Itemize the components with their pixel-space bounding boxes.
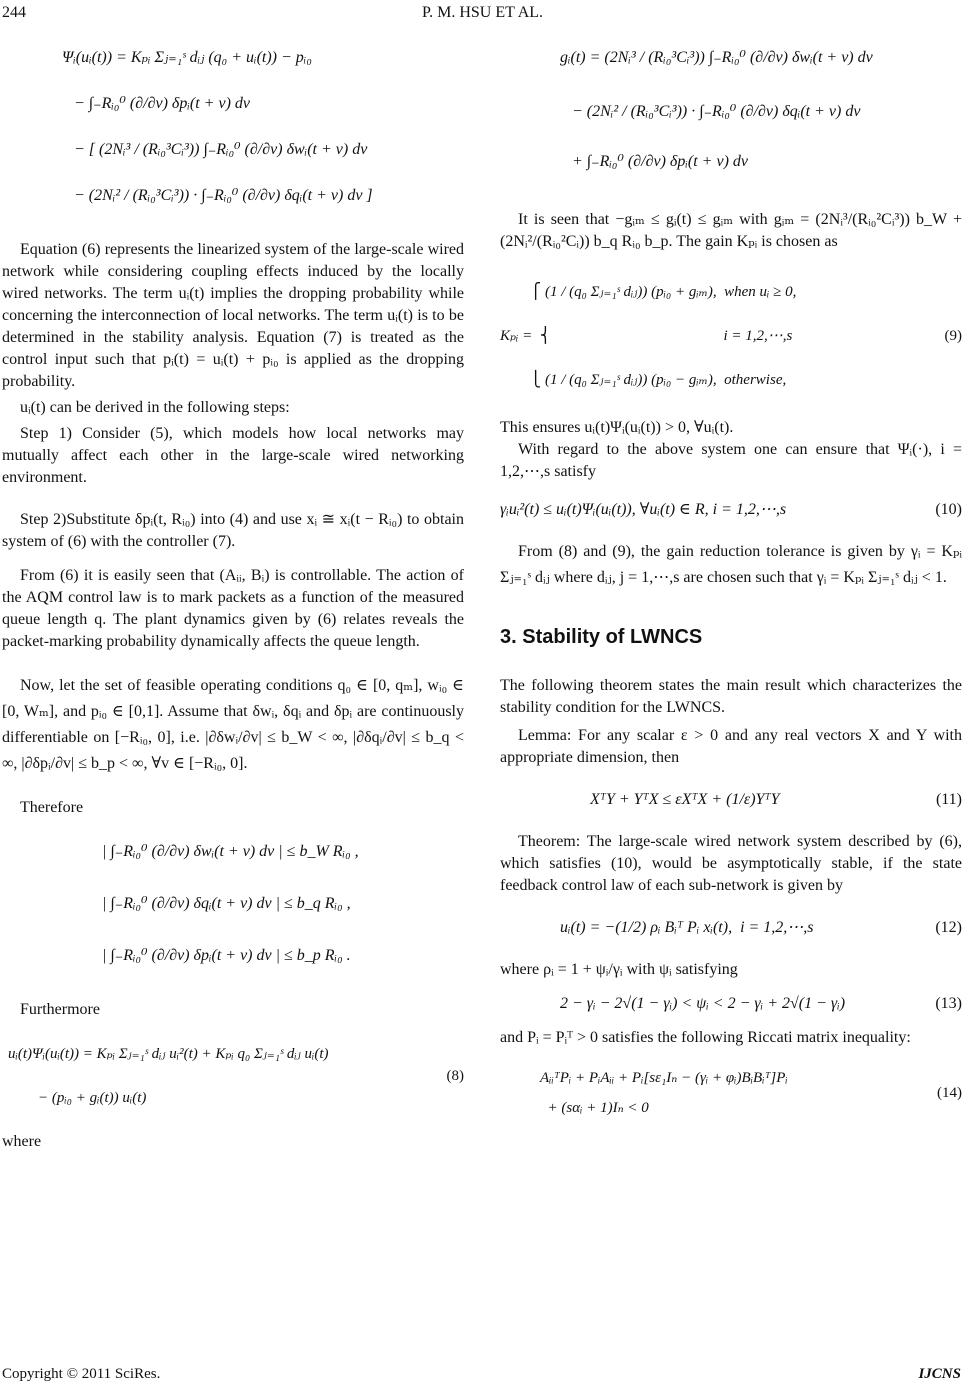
equation-13 xyxy=(500,991,962,1017)
equation-14 xyxy=(500,1065,962,1121)
equation-line: − [ (2Nᵢ³ / (Rᵢ₀³Cᵢ³)) ∫₋Rᵢ₀⁰ (∂/∂v) δwᵢ(t + v) dv xyxy=(62,141,368,158)
label-furthermore: Furthermore xyxy=(20,1001,100,1018)
equation-number: (13) xyxy=(935,995,962,1012)
paragraph: Now, let the set of feasible operating conditions q₀ ∈ [0, qₘ], wᵢ₀ ∈ [0, Wₘ], and pᵢ₀ ∈ [0,1]. Assume that δwᵢ, δqᵢ and δpᵢ are continuously differentiable on [−Rᵢ₀, 0], i.e. |∂δwᵢ/∂v| ≤ b_W < ∞, |∂δqᵢ/∂v| ≤ b_q < ∞, |∂δpᵢ/∂v| ≤ b_p < ∞, ∀v ∈ [−Rᵢ₀, 0]. xyxy=(2,677,464,772)
paragraph: From (8) and (9), the gain reduction tolerance is given by γᵢ = Kₚᵢ Σⱼ₌₁ˢ dᵢⱼ where dᵢⱼ, j = 1,⋯,s are chosen such that γᵢ = Kₚᵢ Σⱼ₌₁ˢ dᵢⱼ < 1. xyxy=(500,543,962,586)
equation-line: uᵢ(t) = −(1/2) ρᵢ Bᵢᵀ Pᵢ xᵢ(t), i = 1,2,⋯,s xyxy=(560,919,814,936)
label-where: where xyxy=(2,1133,42,1150)
journal-name: IJCNS xyxy=(918,1366,961,1382)
running-title: P. M. HSU ET AL. xyxy=(421,4,544,21)
equation-line: ⎩ (1 / (q₀ Σⱼ₌₁ˢ dᵢⱼ)) (pᵢ₀ − gᵢₘ), otherwise, xyxy=(500,372,787,388)
equation-8 xyxy=(2,1041,464,1111)
equation-12 xyxy=(500,915,962,941)
equation-9 xyxy=(500,279,962,393)
page-number: 244 xyxy=(2,4,26,21)
equation-number: (12) xyxy=(935,919,962,936)
paragraph: Step 2)Substitute δpᵢ(t, Rᵢ₀) into (4) and use xᵢ ≅ xᵢ(t − Rᵢ₀) to obtain system of (6) with the controller (7). xyxy=(2,511,464,550)
equation-line: XᵀY + YᵀX ≤ εXᵀX + (1/ε)YᵀY xyxy=(590,791,780,808)
equation-line: 2 − γᵢ − 2√(1 − γᵢ) < ψᵢ < 2 − γᵢ + 2√(1 − γᵢ) xyxy=(560,995,846,1012)
equation-line: + ∫₋Rᵢ₀⁰ (∂/∂v) δpᵢ(t + v) dv xyxy=(560,153,748,170)
paragraph: With regard to the above system one can ensure that Ψᵢ(·), i = 1,2,⋯,s satisfy xyxy=(500,441,962,480)
equation-number: (11) xyxy=(935,791,962,808)
paragraph: From (6) it is easily seen that (Aᵢᵢ, Bᵢ) is controllable. The action of the AQM control law is to mark packets as a function of the measured queue length q. The plant dynamics given by (6) relates reveals the packet-marking probability dynamically affects the queue length. xyxy=(2,567,464,650)
equation-line: | ∫₋Rᵢ₀⁰ (∂/∂v) δqᵢ(t + v) dv | ≤ b_q Rᵢ₀ , xyxy=(102,895,351,912)
equation-number: (9) xyxy=(944,328,962,344)
section-heading: 3. Stability of LWNCS xyxy=(500,626,703,648)
equation-line: − (pᵢ₀ + gᵢ(t)) uᵢ(t) xyxy=(8,1090,147,1106)
right-column xyxy=(500,45,962,1121)
paragraph: and Pᵢ = Pᵢᵀ > 0 satisfies the following Riccati matrix inequality: xyxy=(500,1029,911,1046)
equation-psi xyxy=(2,45,464,209)
equation-line: ⎧ (1 / (q₀ Σⱼ₌₁ˢ dᵢⱼ)) (pᵢ₀ + gᵢₘ), when uᵢ ≥ 0, xyxy=(500,284,797,300)
equation-g xyxy=(500,45,962,175)
equation-line: uᵢ(t)Ψᵢ(uᵢ(t)) = Kₚᵢ Σⱼ₌₁ˢ dᵢⱼ uᵢ²(t) + Kₚᵢ q₀ Σⱼ₌₁ˢ dᵢⱼ uᵢ(t) xyxy=(8,1046,329,1062)
equation-line: Kₚᵢ = ⎨ i = 1,2,⋯,s xyxy=(500,328,793,344)
lemma-paragraph: Lemma: For any scalar ε > 0 and any real vectors X and Y with appropriate dimension, then xyxy=(500,727,962,766)
paragraph: It is seen that −gᵢₘ ≤ gᵢ(t) ≤ gᵢₘ with gᵢₘ = (2Nᵢ³/(Rᵢ₀²Cᵢ³)) b_W + (2Nᵢ²/(Rᵢ₀²Cᵢ)) b_q Rᵢ₀ b_p. The gain Kₚᵢ is chosen as xyxy=(500,211,962,250)
left-column xyxy=(2,45,464,1153)
equation-line: − (2Nᵢ² / (Rᵢ₀³Cᵢ³)) · ∫₋Rᵢ₀⁰ (∂/∂v) δqᵢ(t + v) dv xyxy=(560,103,861,120)
equation-line: | ∫₋Rᵢ₀⁰ (∂/∂v) δwᵢ(t + v) dv | ≤ b_W Rᵢ₀ , xyxy=(102,843,359,860)
copyright: Copyright © 2011 SciRes. xyxy=(2,1366,161,1382)
equation-line: − ∫₋Rᵢ₀⁰ (∂/∂v) δpᵢ(t + v) dv xyxy=(62,95,250,112)
equation-line: AᵢᵢᵀPᵢ + PᵢAᵢᵢ + Pᵢ[sε₁Iₙ − (γᵢ + φᵢ)BᵢBᵢᵀ]Pᵢ xyxy=(540,1070,788,1086)
paragraph: This ensures uᵢ(t)Ψᵢ(uᵢ(t)) > 0, ∀uᵢ(t). xyxy=(500,419,734,436)
paragraph: where ρᵢ = 1 + ψᵢ/γᵢ with ψᵢ satisfying xyxy=(500,961,738,978)
equation-line: γᵢuᵢ²(t) ≤ uᵢ(t)Ψᵢ(uᵢ(t)), ∀uᵢ(t) ∈ R, i = 1,2,⋯,s xyxy=(500,501,787,518)
theorem-paragraph: Theorem: The large-scale wired network system described by (6), which satisfies (10), would be asymptotically stable, if the state feedback control law of each sub-network is given by xyxy=(500,833,962,894)
paragraph: Equation (6) represents the linearized system of the large-scale wired network while considering coupling effects induced by the locally wired networks. The term uᵢ(t) implies the dropping probability while concerning the interconnection of local networks. The term uᵢ(t) is to be determined in the stability analysis. Equation (7) is treated as the control input such that pᵢ(t) = uᵢ(t) + pᵢ₀ is applied as the dropping probability. xyxy=(2,241,464,390)
equation-10 xyxy=(500,497,962,523)
equation-line: − (2Nᵢ² / (Rᵢ₀³Cᵢ³)) · ∫₋Rᵢ₀⁰ (∂/∂v) δqᵢ(t + v) dv ] xyxy=(62,187,373,204)
equation-number: (14) xyxy=(937,1085,962,1101)
equation-line: + (sαᵢ + 1)Iₙ < 0 xyxy=(540,1100,649,1116)
paragraph: The following theorem states the main result which characterizes the stability condition for the LWNCS. xyxy=(500,677,962,716)
equation-line: gᵢ(t) = (2Nᵢ³ / (Rᵢ₀³Cᵢ³)) ∫₋Rᵢ₀⁰ (∂/∂v) δwᵢ(t + v) dv xyxy=(560,49,873,66)
equation-line: | ∫₋Rᵢ₀⁰ (∂/∂v) δpᵢ(t + v) dv | ≤ b_p Rᵢ₀ . xyxy=(102,947,351,964)
equation-11 xyxy=(500,787,962,813)
equation-bounds xyxy=(2,839,464,969)
paragraph: Step 1) Consider (5), which models how local networks may mutually affect each other in the large-scale wired networking environment. xyxy=(2,425,464,486)
equation-number: (8) xyxy=(446,1068,464,1084)
paragraph: uᵢ(t) can be derived in the following steps: xyxy=(20,399,290,416)
equation-line: Ψᵢ(uᵢ(t)) = Kₚᵢ Σⱼ₌₁ˢ dᵢⱼ (q₀ + uᵢ(t)) − pᵢ₀ xyxy=(62,49,312,66)
label-therefore: Therefore xyxy=(20,799,84,816)
equation-number: (10) xyxy=(935,501,962,518)
